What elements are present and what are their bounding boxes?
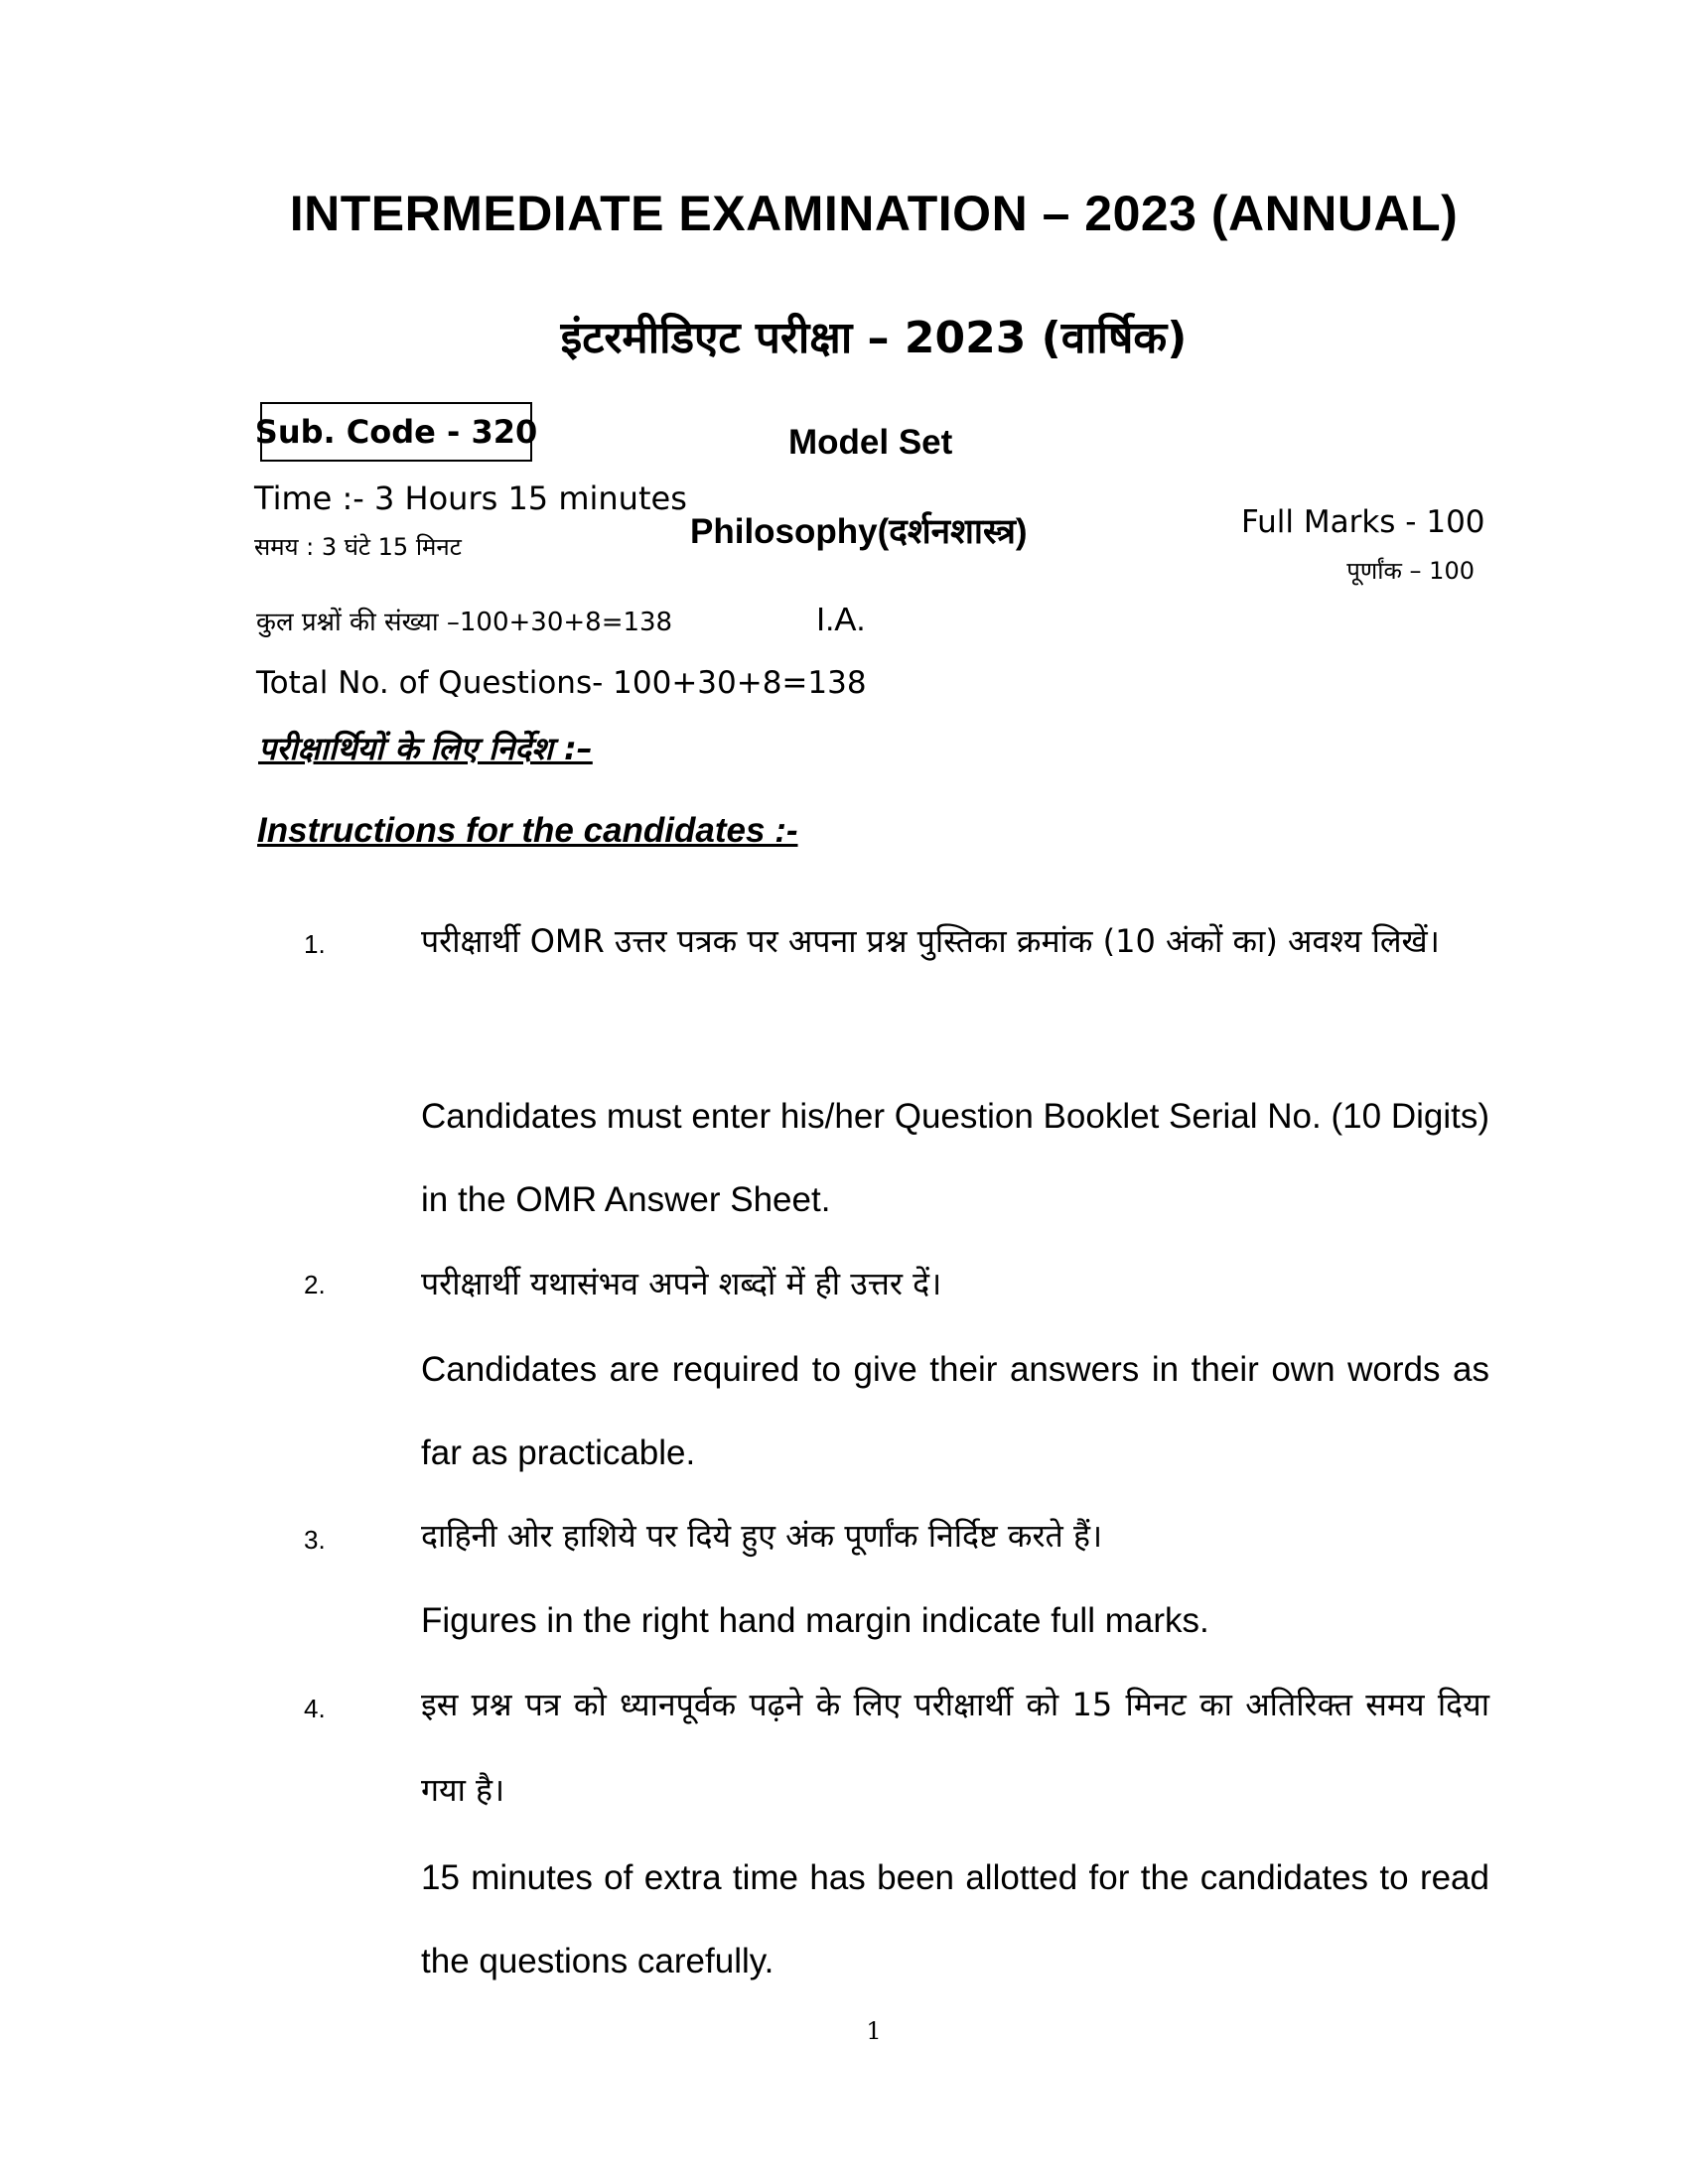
instructions-heading-english: Instructions for the candidates :-	[257, 811, 798, 850]
instruction-text-hindi: दाहिनी ओर हाशिये पर दिये हुए अंक पूर्णांक निर्दिष्ट करते हैं।	[421, 1517, 1103, 1555]
instruction-text-hindi: परीक्षार्थी यथासंभव अपने शब्दों में ही उत्तर दें।	[421, 1265, 942, 1302]
instruction-text-hindi: इस प्रश्न पत्र को ध्यानपूर्वक पढ़ने के लिए परीक्षार्थी को 15 मिनट का अतिरिक्त समय दिया गया है।	[421, 1686, 1489, 1809]
stream-label: I.A.	[816, 601, 866, 637]
full-marks-english: Full Marks - 100	[1241, 504, 1485, 540]
instruction-text-hindi: परीक्षार्थी OMR उत्तर पत्रक पर अपना प्रश्न पुस्तिका क्रमांक (10 अंकों का) अवश्य लिखें।	[421, 922, 1440, 960]
question-count-hindi: कुल प्रश्नों की संख्या –100+30+8=138	[256, 608, 673, 637]
instruction-text-english: Candidates are required to give their answers in their own words as far as practicable.	[421, 1350, 1489, 1472]
instruction-number: 3.	[304, 1525, 326, 1555]
instruction-number: 1.	[304, 929, 326, 959]
question-count-english: Total No. of Questions- 100+30+8=138	[256, 665, 867, 701]
subject-code: Sub. Code - 320	[254, 413, 538, 451]
time-english: Time :- 3 Hours 15 minutes	[254, 479, 687, 517]
instruction-text-english: 15 minutes of extra time has been allotted for the candidates to read the questions carefully.	[421, 1858, 1489, 1980]
full-marks-hindi: पूर्णांक – 100	[1346, 557, 1475, 585]
model-set-label: Model Set	[788, 423, 953, 462]
subject-name: Philosophy(दर्शनशास्त्र)	[690, 512, 1028, 551]
subject-code-box	[254, 402, 538, 462]
instruction-text-english: Figures in the right hand margin indicate full marks.	[421, 1601, 1209, 1640]
instructions-heading-hindi: परीक्षार्थियों के लिए निर्देश :–	[258, 730, 593, 767]
exam-title-english: INTERMEDIATE EXAMINATION – 2023 (ANNUAL)	[289, 186, 1459, 241]
instruction-text-english: Candidates must enter his/her Question Booklet Serial No. (10 Digits) in the OMR Answer Sheet.	[421, 1097, 1489, 1219]
time-hindi: समय : 3 घंटे 15 मिनट	[254, 533, 462, 561]
exam-title-hindi: इंटरमीडिएट परीक्षा – 2023 (वार्षिक)	[560, 313, 1188, 363]
instruction-number: 2.	[304, 1270, 326, 1299]
page-number: 1	[866, 2017, 882, 2045]
instruction-number: 4.	[304, 1694, 326, 1723]
